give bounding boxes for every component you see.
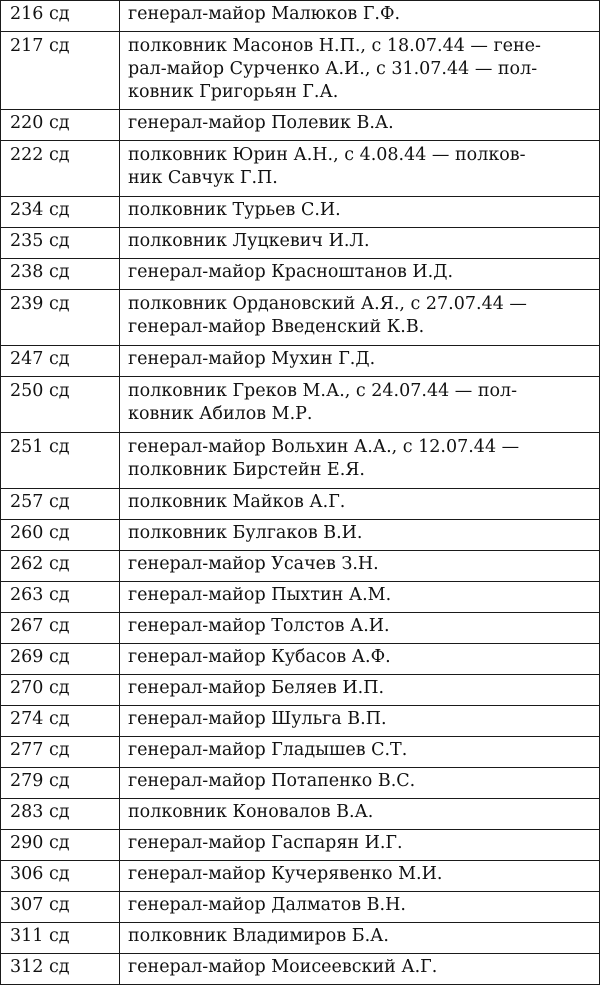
commander-cell: генерал-майор Кучерявенко М.И. [120,861,600,892]
division-cell: 283 сд [1,799,120,830]
division-cell: 260 сд [1,520,120,551]
division-cell: 274 сд [1,706,120,737]
table-row [1,489,600,520]
table-row [1,1,600,32]
table-row [1,433,600,489]
table-row [1,644,600,675]
division-cell: 263 сд [1,582,120,613]
commander-cell: генерал-майор Кубасов А.Ф. [120,644,600,675]
division-cell: 235 сд [1,228,120,259]
commander-cell: полковник Юрин А.Н., с 4.08.44 — полков- ник Савчук Г.П. [120,141,600,197]
commander-cell: полковник Луцкевич И.Л. [120,228,600,259]
division-cell: 247 сд [1,346,120,377]
table-row [1,737,600,768]
commander-cell: генерал-майор Гаспарян И.Г. [120,830,600,861]
commander-cell: полковник Турьев С.И. [120,197,600,228]
division-cell: 270 сд [1,675,120,706]
table-row [1,706,600,737]
table-row [1,799,600,830]
table-row [1,197,600,228]
commander-cell: генерал-майор Красноштанов И.Д. [120,259,600,290]
table-row [1,582,600,613]
table-row [1,830,600,861]
commander-cell: генерал-майор Малюков Г.Ф. [120,1,600,32]
table-row [1,377,600,433]
table-row [1,141,600,197]
commander-cell: полковник Греков М.А., с 24.07.44 — пол- ковник Абилов М.Р. [120,377,600,433]
commander-cell: генерал-майор Беляев И.П. [120,675,600,706]
commander-cell: полковник Масонов Н.П., с 18.07.44 — гене- рал-майор Сурченко А.И., с 31.07.44 — пол- ковник Григорьян Г.А. [120,32,600,110]
commander-cell: полковник Коновалов В.А. [120,799,600,830]
table-row [1,290,600,346]
division-cell: 220 сд [1,110,120,141]
commander-cell: генерал-майор Вольхин А.А., с 12.07.44 — полковник Бирстейн Е.Я. [120,433,600,489]
division-cell: 257 сд [1,489,120,520]
division-cell: 216 сд [1,1,120,32]
division-cell: 262 сд [1,551,120,582]
division-cell: 250 сд [1,377,120,433]
division-cell: 238 сд [1,259,120,290]
table-row [1,861,600,892]
table-row [1,892,600,923]
division-cell: 269 сд [1,644,120,675]
division-cell: 307 сд [1,892,120,923]
commander-cell: генерал-майор Пыхтин А.М. [120,582,600,613]
table-row [1,520,600,551]
commander-cell: генерал-майор Шульга В.П. [120,706,600,737]
commander-cell: генерал-майор Гладышев С.Т. [120,737,600,768]
division-cell: 279 сд [1,768,120,799]
table-row [1,954,600,985]
division-cell: 234 сд [1,197,120,228]
table-row [1,346,600,377]
commander-cell: генерал-майор Мухин Г.Д. [120,346,600,377]
table-row [1,675,600,706]
table-row [1,110,600,141]
commander-cell: генерал-майор Далматов В.Н. [120,892,600,923]
division-cell: 312 сд [1,954,120,985]
table-row [1,32,600,110]
division-cell: 277 сд [1,737,120,768]
table-row [1,551,600,582]
commander-cell: генерал-майор Толстов А.И. [120,613,600,644]
division-cell: 239 сд [1,290,120,346]
division-cell: 222 сд [1,141,120,197]
table-row [1,228,600,259]
division-cell: 251 сд [1,433,120,489]
commanders-table-body [1,1,600,985]
table-row [1,613,600,644]
division-cell: 311 сд [1,923,120,954]
division-cell: 267 сд [1,613,120,644]
commander-cell: генерал-майор Потапенко В.С. [120,768,600,799]
table-row [1,923,600,954]
division-cell: 290 сд [1,830,120,861]
table-row [1,768,600,799]
commander-cell: генерал-майор Полевик В.А. [120,110,600,141]
commander-cell: полковник Владимиров Б.А. [120,923,600,954]
commander-cell: полковник Ордановский А.Я., с 27.07.44 — генерал-майор Введенский К.В. [120,290,600,346]
commander-cell: генерал-майор Усачев З.Н. [120,551,600,582]
table-row [1,259,600,290]
commander-cell: полковник Майков А.Г. [120,489,600,520]
division-cell: 217 сд [1,32,120,110]
commander-cell: генерал-майор Моисеевский А.Г. [120,954,600,985]
commander-cell: полковник Булгаков В.И. [120,520,600,551]
division-cell: 306 сд [1,861,120,892]
